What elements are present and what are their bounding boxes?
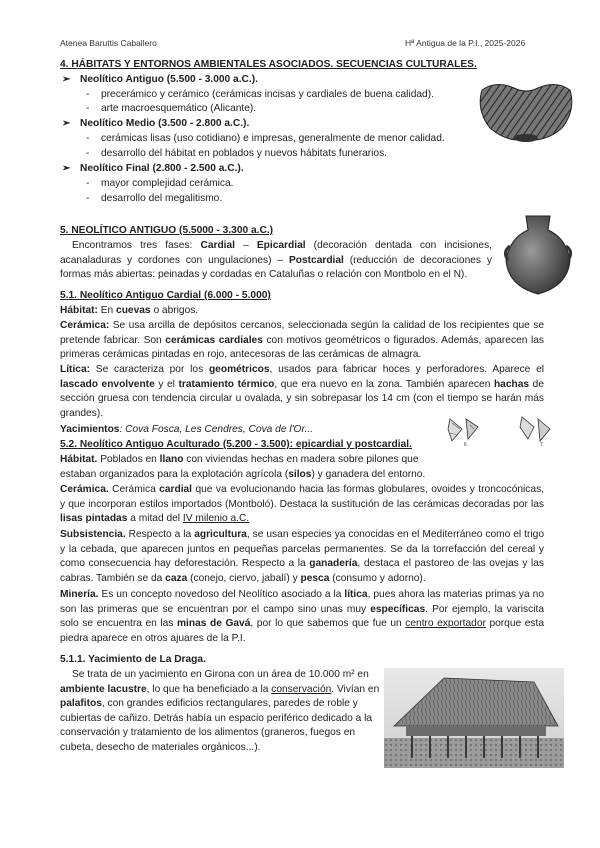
amphora-image	[500, 212, 576, 296]
section-5-intro: Encontramos tres fases: Cardial – Epicardial (decoración dentada con incisiones, acanaladuras y cordones con ungulaciones) – Postcardial (reducción de decoraciones y formas más abiertas: peinadas y cordadas en Cataluñas o relación con Montbolo en el N).	[60, 240, 492, 281]
section-5-title: 5. NEOLÍTICO ANTIGUO (5.5000 - 3.300 a.C.)	[60, 225, 274, 236]
subsistencia-paragraph: Subsistencia. Respecto a la agricultura, se usan especies ya conocidas en el Mediterráneo como el trigo y la cebada, que aparecen juntos en pequeñas parcelas permanentes. Se da la torrefacción del cereal y como consecuencia hay deforestación. Respecto a la ganadería, destaca el pastoreo de las ovejas y las cabras. También se da caza (conejo, ciervo, jabalí) y pesca (consumo y adorno).	[60, 529, 545, 584]
habitat-52-paragraph: Hábitat. Poblados en llano con viviendas hechas en madera sobre pilones que estaban organizados para la explotación agrícola (silos) y ganadera del entorno.	[60, 454, 426, 480]
la-draga-palafito-photo	[384, 668, 564, 768]
figure-label-b: 7	[540, 442, 543, 447]
litica-paragraph: Lítica: Se caracteriza por los geométricos, usados para fabricar hoces y perforadores. Aparece el lascado envolvente y el tratamiento térmico, que era nuevo en la zona. También aparecen hachas de sección gruesa con tendencia circular u ovalada, y sin sobrepasar los 14 cm (con el tiempo se harán más grandes).	[60, 364, 544, 419]
list-subitem: - precerámico y cerámico (cerámicas incisas y cardiales de buena calidad).	[86, 89, 434, 100]
mineria-paragraph: Minería. Es un concepto novedoso del Neolítico asociado a la lítica, pues ahora las materias primas ya no son las primeras que se encuentran por el campo sino unas muy específicas. Por ejemplo, la variscita solo se encuentra en las minas de Gavá, por lo que sabemos que fue un centro exportador porque esta piedra aparece en otros ajuares de la P.I.	[60, 589, 544, 644]
habitat-paragraph: Hábitat: En cuevas o abrigos.	[60, 305, 199, 316]
list-item: ➢ Neolítico Antiguo (5.500 - 3.000 a.C.).	[62, 73, 258, 88]
arrow-icon: ➢	[62, 163, 71, 174]
arrow-icon: ➢	[62, 118, 71, 129]
section-5-1-title: 5.1. Neolítico Antiguo Cardial (6.000 - 5.000)	[60, 290, 271, 301]
section-5-1-1-title: 5.1.1. Yacimiento de La Draga.	[60, 654, 206, 665]
cardial-vessel-image	[476, 76, 576, 144]
header-course: Hª Antigua de la P.I., 2025-2026	[405, 38, 526, 48]
list-item: ➢ Neolítico Medio (3.500 - 2.800 a.C.).	[62, 117, 249, 132]
header-author: Atenea Baruttis Caballero	[60, 38, 157, 48]
ceramica-52-paragraph: Cerámica. Cerámica cardial que va evolucionando hacia las formas globulares, ovoides y troncocónicas, y que incorporan estilos importados (Montboló). Destaca la sustitución de las cerámicas decoradas por las lisas pintadas a mitad del IV milenio a.C.	[60, 484, 544, 525]
section-4-title: 4. HÁBITATS Y ENTORNOS AMBIENTALES ASOCIADOS. SECUENCIAS CULTURALES.	[60, 59, 477, 70]
yacimientos-line: Yacimientos: Cova Fosca, Les Cendres, Cova de l'Or...	[60, 424, 313, 435]
list-subitem: - cerámicas lisas (uso cotidiano) e impresas, generalmente de menor calidad.	[86, 133, 445, 144]
list-subitem: - desarrollo del megalitismo.	[86, 193, 223, 204]
figure-label-a: 6	[464, 442, 467, 447]
list-item: ➢ Neolítico Final (2.800 - 2.500 a.C.).	[62, 162, 244, 177]
la-draga-paragraph: Se trata de un yacimiento en Girona con un área de 10.000 m² en ambiente lacustre, lo que ha beneficiado a la conservación. Vivían en palafitos, con grandes edificios rectangulares, paredes de roble y cubiertas de cañizo. Detrás había un espacio periférico dedicado a la conservación y tratamiento de los alimentos (graneros, fuegos en cubeta, desecho de materiales orgánicos...).	[60, 669, 380, 753]
ceramica-paragraph: Cerámica: Se usa arcilla de depósitos cercanos, seleccionada según la calidad de los recipientes que se pretende fabricar. Son cerámicas cardiales con motivos geométricos o figurados. Además, aparecen las primeras cerámicas pintadas en rojo, antecesoras de las cerámicas de almagra.	[60, 320, 544, 361]
arrow-icon: ➢	[62, 74, 71, 85]
list-subitem: - mayor complejidad cerámica.	[86, 178, 234, 189]
list-subitem: - desarrollo del hábitat en poblados y nuevos hábitats funerarios.	[86, 148, 388, 159]
list-subitem: - arte macroesquemático (Alicante).	[86, 103, 257, 114]
section-5-2-title: 5.2. Neolítico Antiguo Aculturado (5.200 - 3.500): epicardial y postcardial.	[60, 439, 412, 450]
